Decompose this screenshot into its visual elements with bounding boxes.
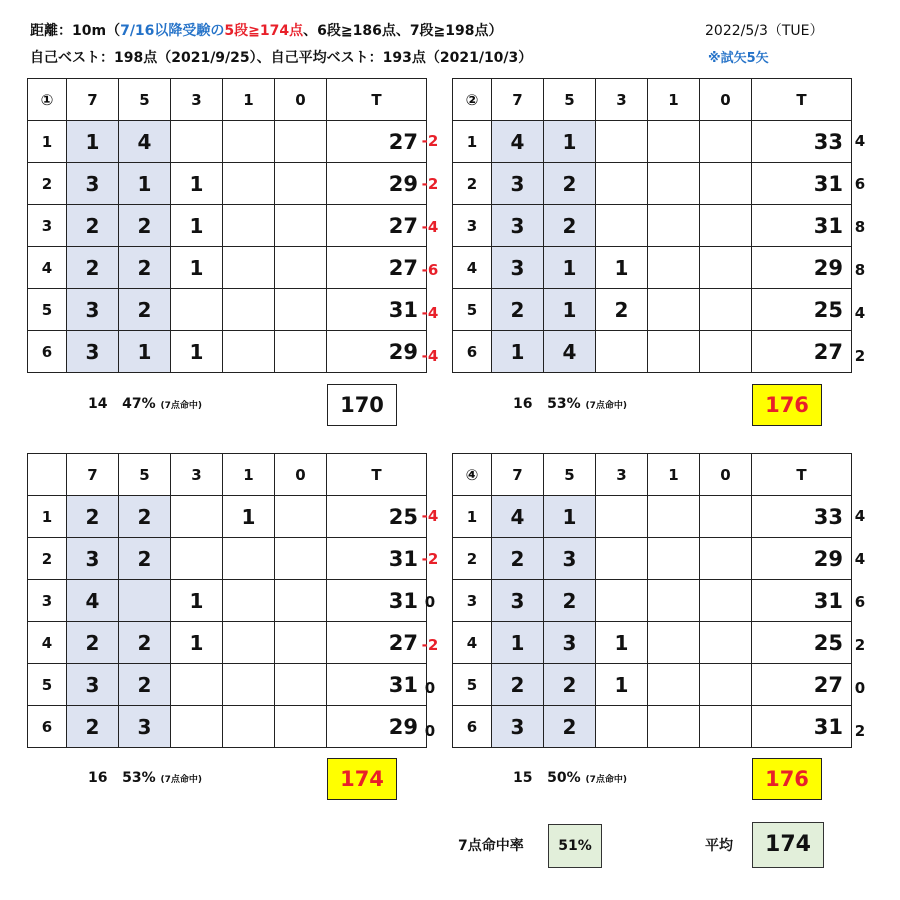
end-side-value: -4 [421, 304, 439, 322]
cell-7-count: 3 [492, 163, 544, 205]
round-label: ④ [453, 454, 492, 496]
end-side-value: 8 [854, 218, 866, 236]
round-1-table [27, 78, 427, 373]
col-3-header: 3 [596, 454, 648, 496]
cell-5-count: 2 [544, 706, 596, 748]
cell-7-count: 3 [67, 331, 119, 373]
round-3-hit-summary [88, 770, 202, 786]
cell-3-count [171, 496, 223, 538]
col-0-header: 0 [275, 454, 327, 496]
end-number: 1 [28, 496, 67, 538]
end-total: 31 [752, 205, 852, 247]
round-4-table [452, 453, 852, 748]
cell-1-count [223, 622, 275, 664]
end-total: 27 [327, 205, 427, 247]
cell-0-count [700, 331, 752, 373]
end-side-value: -4 [421, 507, 439, 525]
header-exam-date: 7/16以降受験の [120, 23, 225, 39]
cell-0-count [275, 538, 327, 580]
header-5dan-threshold: 5段≧174点 [224, 23, 304, 39]
cell-0-count [275, 121, 327, 163]
end-side-value: 2 [854, 636, 866, 654]
end-total: 31 [327, 664, 427, 706]
cell-7-count: 1 [492, 622, 544, 664]
col-1-header: 1 [223, 454, 275, 496]
end-total: 31 [752, 163, 852, 205]
cell-0-count [275, 163, 327, 205]
col-1-header: 1 [648, 454, 700, 496]
cell-1-count [223, 289, 275, 331]
hit-count: 15 [513, 770, 533, 786]
end-row [28, 664, 427, 706]
cell-1-count [648, 331, 700, 373]
end-row [28, 331, 427, 373]
cell-5-count: 2 [119, 205, 171, 247]
cell-5-count: 1 [544, 121, 596, 163]
cell-7-count: 2 [492, 538, 544, 580]
cell-5-count: 1 [544, 496, 596, 538]
cell-0-count [275, 622, 327, 664]
average-value: 174 [752, 822, 824, 868]
cell-0-count [700, 247, 752, 289]
overall-rate-value: 51% [548, 824, 602, 868]
end-number: 3 [453, 205, 492, 247]
end-number: 2 [453, 163, 492, 205]
end-side-value: 0 [854, 679, 866, 697]
cell-7-count: 3 [67, 289, 119, 331]
cell-1-count [223, 664, 275, 706]
warmup-note: ※試矢5矢 [708, 51, 769, 66]
hit-count: 16 [88, 770, 108, 786]
cell-0-count [275, 205, 327, 247]
cell-7-count: 3 [67, 664, 119, 706]
col-0-header: 0 [700, 79, 752, 121]
cell-3-count [171, 538, 223, 580]
end-total: 31 [327, 580, 427, 622]
end-number: 6 [453, 331, 492, 373]
end-row [28, 496, 427, 538]
col-7-header: 7 [67, 454, 119, 496]
end-side-value: 8 [854, 261, 866, 279]
overall-rate-label: 7点命中率 [458, 838, 524, 854]
cell-5-count: 3 [544, 538, 596, 580]
end-total: 27 [327, 121, 427, 163]
round-2-total: 176 [752, 384, 822, 426]
cell-7-count: 3 [492, 580, 544, 622]
end-side-value: -2 [421, 175, 439, 193]
cell-3-count: 1 [596, 622, 648, 664]
end-number: 6 [28, 331, 67, 373]
end-row [453, 622, 852, 664]
col-1-header: 1 [223, 79, 275, 121]
end-row [28, 538, 427, 580]
cell-3-count: 1 [171, 580, 223, 622]
round-label [28, 454, 67, 496]
hit-rate-note: (7点命中) [160, 775, 202, 785]
cell-7-count: 2 [67, 622, 119, 664]
end-row [453, 664, 852, 706]
end-side-value: -4 [421, 347, 439, 365]
col-5-header: 5 [119, 79, 171, 121]
round-label: ② [453, 79, 492, 121]
end-side-value: 4 [854, 304, 866, 322]
hit-rate-note: (7点命中) [585, 775, 627, 785]
cell-0-count [275, 331, 327, 373]
end-total: 29 [752, 538, 852, 580]
cell-3-count [596, 496, 648, 538]
end-total: 29 [752, 247, 852, 289]
end-number: 2 [28, 538, 67, 580]
end-total: 29 [327, 331, 427, 373]
cell-7-count: 3 [492, 247, 544, 289]
end-total: 25 [752, 622, 852, 664]
col-7-header: 7 [492, 454, 544, 496]
hit-count: 14 [88, 396, 108, 412]
end-row [28, 580, 427, 622]
cell-1-count [223, 205, 275, 247]
round-4-diffs [840, 495, 880, 753]
cell-3-count [596, 121, 648, 163]
end-row [28, 622, 427, 664]
cell-0-count [700, 163, 752, 205]
cell-5-count: 3 [119, 706, 171, 748]
cell-5-count: 1 [544, 289, 596, 331]
cell-3-count [171, 664, 223, 706]
round-2-diffs [840, 120, 880, 378]
cell-0-count [700, 706, 752, 748]
col-1-header: 1 [648, 79, 700, 121]
cell-3-count: 1 [171, 247, 223, 289]
round-3-total: 174 [327, 758, 397, 800]
cell-0-count [275, 496, 327, 538]
end-number: 4 [453, 247, 492, 289]
end-number: 5 [453, 289, 492, 331]
end-row [28, 706, 427, 748]
end-total: 33 [752, 121, 852, 163]
cell-7-count: 2 [67, 247, 119, 289]
round-2-table [452, 78, 852, 373]
header-other-thresholds: 、6段≧186点、7段≧198点） [303, 23, 503, 39]
cell-1-count [223, 706, 275, 748]
end-number: 6 [28, 706, 67, 748]
session-date: 2022/5/3（TUE） [705, 23, 824, 39]
cell-7-count: 2 [492, 664, 544, 706]
end-row [453, 706, 852, 748]
end-side-value: -2 [421, 636, 439, 654]
round-1-hit-summary [88, 396, 202, 412]
personal-best-line: 自己ベスト：198点（2021/9/25）、自己平均ベスト：193点（2021/10/3） [30, 50, 533, 66]
end-total: 29 [327, 706, 427, 748]
cell-3-count: 2 [596, 289, 648, 331]
hit-rate: 47% [122, 396, 156, 412]
cell-1-count [223, 163, 275, 205]
cell-0-count [700, 580, 752, 622]
hit-count: 16 [513, 396, 533, 412]
end-number: 3 [453, 580, 492, 622]
cell-5-count: 3 [544, 622, 596, 664]
cell-5-count: 2 [119, 538, 171, 580]
cell-7-count: 2 [492, 289, 544, 331]
end-row [453, 121, 852, 163]
cell-0-count [275, 664, 327, 706]
cell-7-count: 4 [492, 121, 544, 163]
end-side-value: 2 [854, 347, 866, 365]
end-row [28, 163, 427, 205]
end-row [453, 331, 852, 373]
hit-rate: 53% [122, 770, 156, 786]
end-side-value: -2 [421, 132, 439, 150]
end-side-value: 0 [424, 722, 436, 740]
end-number: 5 [28, 289, 67, 331]
end-number: 6 [453, 706, 492, 748]
end-row [28, 289, 427, 331]
end-total: 27 [752, 664, 852, 706]
end-number: 4 [28, 247, 67, 289]
end-side-value: -4 [421, 218, 439, 236]
col-7-header: 7 [67, 79, 119, 121]
col-total-header: T [327, 79, 427, 121]
cell-0-count [700, 289, 752, 331]
end-row [28, 247, 427, 289]
hit-rate-note: (7点命中) [160, 401, 202, 411]
end-row [453, 538, 852, 580]
end-row [453, 496, 852, 538]
cell-1-count [648, 205, 700, 247]
end-side-value: 4 [854, 550, 866, 568]
cell-3-count [596, 205, 648, 247]
end-total: 31 [752, 580, 852, 622]
end-side-value: 6 [854, 175, 866, 193]
cell-1-count [223, 331, 275, 373]
cell-7-count: 3 [67, 163, 119, 205]
round-1-total: 170 [327, 384, 397, 426]
col-total-header: T [752, 79, 852, 121]
cell-0-count [700, 664, 752, 706]
cell-3-count [596, 580, 648, 622]
cell-3-count [596, 538, 648, 580]
cell-1-count [648, 580, 700, 622]
col-3-header: 3 [596, 79, 648, 121]
cell-5-count: 2 [119, 289, 171, 331]
hit-rate: 50% [547, 770, 581, 786]
end-side-value: -2 [421, 550, 439, 568]
cell-1-count [648, 289, 700, 331]
end-row [453, 247, 852, 289]
cell-1-count [648, 664, 700, 706]
average-label: 平均 [705, 838, 733, 854]
round-3-table [27, 453, 427, 748]
end-number: 5 [28, 664, 67, 706]
end-total: 31 [327, 289, 427, 331]
cell-1-count [648, 538, 700, 580]
cell-5-count: 1 [119, 331, 171, 373]
cell-5-count: 2 [544, 205, 596, 247]
cell-5-count: 4 [119, 121, 171, 163]
cell-3-count [596, 706, 648, 748]
col-5-header: 5 [544, 454, 596, 496]
col-5-header: 5 [544, 79, 596, 121]
cell-0-count [275, 706, 327, 748]
cell-5-count: 2 [119, 664, 171, 706]
cell-1-count [648, 706, 700, 748]
cell-3-count: 1 [171, 205, 223, 247]
end-number: 2 [453, 538, 492, 580]
cell-3-count [596, 331, 648, 373]
end-number: 4 [453, 622, 492, 664]
cell-0-count [700, 121, 752, 163]
cell-0-count [700, 205, 752, 247]
cell-3-count: 1 [596, 247, 648, 289]
cell-0-count [700, 496, 752, 538]
cell-1-count [648, 496, 700, 538]
col-5-header: 5 [119, 454, 171, 496]
end-row [453, 289, 852, 331]
cell-0-count [275, 580, 327, 622]
end-side-value: 0 [424, 593, 436, 611]
cell-0-count [275, 289, 327, 331]
cell-7-count: 3 [492, 205, 544, 247]
cell-3-count [171, 289, 223, 331]
end-total: 27 [752, 331, 852, 373]
end-side-value: 2 [854, 722, 866, 740]
end-total: 27 [327, 247, 427, 289]
hit-rate-note: (7点命中) [585, 401, 627, 411]
end-side-value: 4 [854, 132, 866, 150]
cell-5-count [119, 580, 171, 622]
end-row [28, 121, 427, 163]
end-total: 33 [752, 496, 852, 538]
cell-7-count: 3 [67, 538, 119, 580]
cell-7-count: 2 [67, 205, 119, 247]
cell-0-count [700, 538, 752, 580]
end-row [453, 163, 852, 205]
hit-rate: 53% [547, 396, 581, 412]
cell-1-count [648, 163, 700, 205]
end-number: 3 [28, 205, 67, 247]
end-number: 2 [28, 163, 67, 205]
cell-5-count: 1 [544, 247, 596, 289]
end-side-value: 6 [854, 593, 866, 611]
end-number: 4 [28, 622, 67, 664]
cell-1-count [223, 580, 275, 622]
cell-7-count: 2 [67, 706, 119, 748]
end-total: 25 [327, 496, 427, 538]
col-7-header: 7 [492, 79, 544, 121]
col-0-header: 0 [700, 454, 752, 496]
end-total: 27 [327, 622, 427, 664]
col-total-header: T [327, 454, 427, 496]
col-3-header: 3 [171, 79, 223, 121]
cell-7-count: 1 [492, 331, 544, 373]
cell-0-count [700, 622, 752, 664]
cell-0-count [275, 247, 327, 289]
end-total: 31 [752, 706, 852, 748]
cell-5-count: 2 [544, 580, 596, 622]
end-side-value: -6 [421, 261, 439, 279]
cell-7-count: 4 [492, 496, 544, 538]
cell-7-count: 4 [67, 580, 119, 622]
cell-5-count: 2 [544, 163, 596, 205]
end-side-value: 0 [424, 679, 436, 697]
cell-3-count [171, 706, 223, 748]
round-2-hit-summary [513, 396, 627, 412]
cell-1-count [648, 622, 700, 664]
header-distance: 距離：10m（ [30, 23, 121, 39]
end-total: 25 [752, 289, 852, 331]
end-number: 1 [28, 121, 67, 163]
cell-1-count [648, 121, 700, 163]
cell-3-count: 1 [171, 331, 223, 373]
cell-3-count [171, 121, 223, 163]
round-1-diffs [410, 120, 450, 378]
cell-7-count: 1 [67, 121, 119, 163]
round-4-total: 176 [752, 758, 822, 800]
cell-5-count: 2 [119, 496, 171, 538]
cell-3-count: 1 [171, 163, 223, 205]
cell-5-count: 2 [119, 247, 171, 289]
cell-5-count: 4 [544, 331, 596, 373]
cell-3-count [596, 163, 648, 205]
distance-header [30, 20, 503, 40]
cell-7-count: 3 [492, 706, 544, 748]
cell-5-count: 1 [119, 163, 171, 205]
end-total: 29 [327, 163, 427, 205]
end-number: 1 [453, 496, 492, 538]
col-total-header: T [752, 454, 852, 496]
cell-5-count: 2 [544, 664, 596, 706]
col-3-header: 3 [171, 454, 223, 496]
cell-7-count: 2 [67, 496, 119, 538]
cell-3-count: 1 [171, 622, 223, 664]
cell-1-count [223, 121, 275, 163]
end-row [453, 580, 852, 622]
end-side-value: 4 [854, 507, 866, 525]
cell-1-count [223, 247, 275, 289]
end-row [28, 205, 427, 247]
end-row [453, 205, 852, 247]
end-number: 1 [453, 121, 492, 163]
end-number: 5 [453, 664, 492, 706]
col-0-header: 0 [275, 79, 327, 121]
end-total: 31 [327, 538, 427, 580]
cell-1-count [223, 538, 275, 580]
round-label: ① [28, 79, 67, 121]
end-number: 3 [28, 580, 67, 622]
cell-1-count: 1 [223, 496, 275, 538]
round-3-diffs [410, 495, 450, 753]
cell-5-count: 2 [119, 622, 171, 664]
cell-3-count: 1 [596, 664, 648, 706]
round-4-hit-summary [513, 770, 627, 786]
cell-1-count [648, 247, 700, 289]
